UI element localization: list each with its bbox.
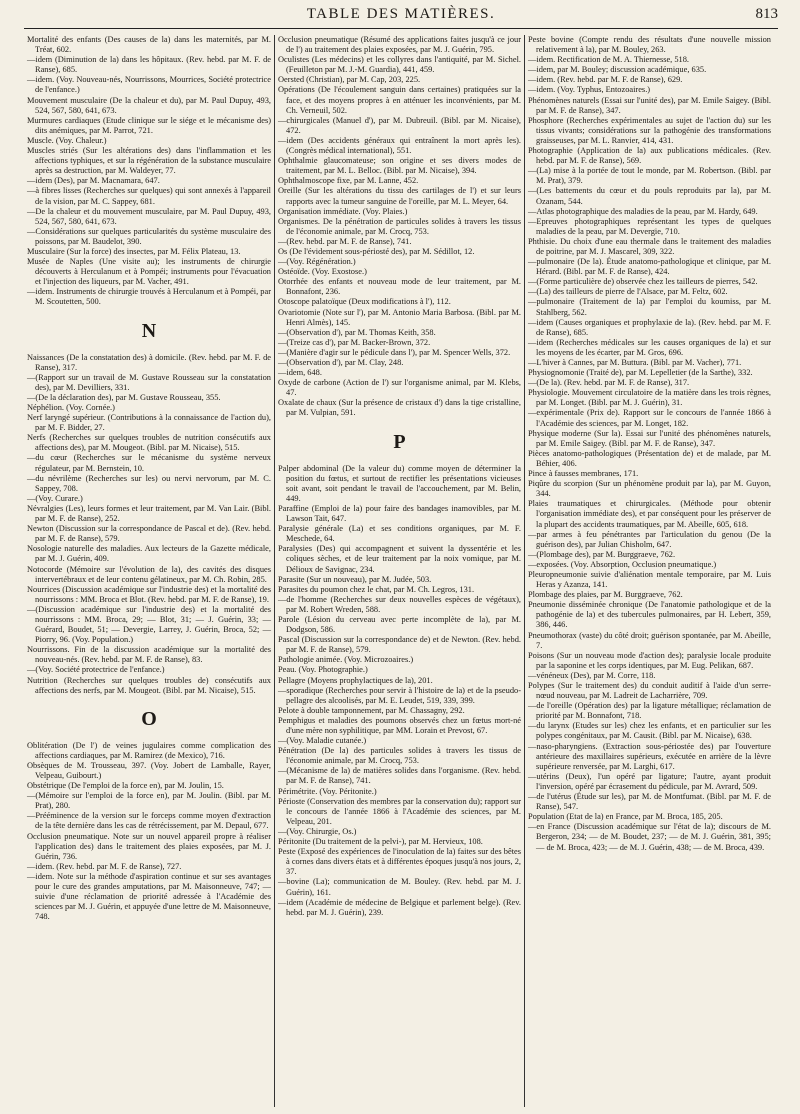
index-entry: Nerf laryngé supérieur. (Contributions à la connaissance de l'action du), par M. F. Bidder, 27.: [27, 413, 271, 433]
index-entry: —(Les battements du cœur et du pouls reproduits par la), par M. Ozanam, 544.: [528, 186, 771, 206]
index-column-left: [24, 35, 274, 1107]
index-entry: Pathologie animée. (Voy. Microzoaires.): [278, 655, 414, 665]
index-entry: —idem, 648.: [278, 368, 322, 378]
index-entry: Périoste (Conservation des membres par la conservation du); rapport sur le concours de l'année 1866 à l'Académie des sciences, par M. Velpeau, 201.: [278, 796, 521, 826]
index-entry: —utérins (Deux), l'un opéré par ligature; l'autre, ayant produit l'inversion, opéré par écrasement du pédicule, par M. Avrard, 509.: [528, 771, 771, 791]
index-entry: Musculaire (Sur la force) des insectes, par M. Félix Plateau, 13.: [27, 246, 241, 256]
index-entry: Murmures cardiaques (Etude clinique sur le siége et le mécanisme des) dits anémiques, par M. Parrot, 721.: [27, 115, 271, 135]
index-entry: Pellagre (Moyens prophylactiques de la), 201.: [278, 675, 433, 685]
index-entry: —L'hiver à Cannes, par M. Buttura. (Bibl. par M. Vacher), 771.: [528, 358, 742, 367]
index-entry: Peste (Exposé des expériences de l'inoculation de la) faites sur des bêtes à cornes dans divers états et à différentes époques jusqu'à nos jours, 2, 37.: [278, 847, 521, 877]
index-entry: Oblitération (De l') de veines jugulaires comme complication des affections cardiaques, par M. Ramirez (de Mexico), 716.: [27, 740, 271, 760]
index-entry: —de l'homme (Recherches sur deux nouvelles espèces de végétaux), par M. Robert Wreden, 588.: [278, 594, 521, 614]
index-entry: —du larynx (Etudes sur les) chez les enfants, et en particulier sur les polypes congénitaux, par M. Causit. (Bibl. par M. Nicaise), 638.: [528, 721, 771, 741]
index-entry: —(De la). (Rev. hebd. par M. F. de Ranse), 317.: [528, 378, 690, 388]
index-entry: —(Voy. Curare.): [27, 493, 83, 503]
index-entry: —expérimentale (Prix de). Rapport sur le concours de l'année 1866 à l'Académie des sciences, par M. Longet, 182.: [528, 408, 771, 428]
index-entry: —du cœur (Recherches sur le mécanisme du système nerveux régulateur, par M. Bernstein, 10.: [27, 453, 271, 473]
index-entry: Ostéoïde. (Voy. Exostose.): [278, 267, 367, 277]
index-entry: —(La) des tailleurs de pierre de l'Alsace, par M. Feltz, 602.: [528, 287, 728, 297]
index-entry: —(Observation d'), par M. Clay, 248.: [278, 358, 404, 367]
index-entry: Pièces anatomo-pathologiques (Présentation de) et de malade, par M. Béhier, 406.: [528, 448, 771, 468]
index-entry: Pemphigus et maladies des poumons observés chez un fœtus mort-né d'une mère non syphilitique, par MM. Lorain et Prevost, 67.: [278, 715, 521, 735]
index-entry: Population (Etat de la) en France, par M. Broca, 185, 205.: [528, 812, 723, 822]
index-entry: Musée de Naples (Une visite au); les instruments de chirurgie découverts à Herculanum et à Pompéi; instruments pour l'évacuation et l'injection des liqueurs, par M. Vacher, 491.: [27, 257, 271, 287]
index-entry: —de l'utérus (Étude sur les), par M. de Montfumat. (Bibl. par M. F. de Ranse), 547.: [528, 792, 771, 812]
index-entry: —exposées. (Voy. Absorption, Occlusion pneumatique.): [528, 559, 717, 569]
index-entry: —idem. (Rev. hebd. par M. F. de Ranse), 727.: [27, 861, 182, 871]
index-entry: —idem, par M. Bouley; discussion académique, 635.: [528, 65, 707, 75]
index-entry: —idem (Recherches médicales sur les causes organiques de la) et sur les moyens de les écarter, par M. Gros, 696.: [528, 337, 771, 357]
index-entry: Occlusion pneumatique (Résumé des applications faites jusqu'à ce jour de l') au traitement des plaies exposées, par M. J. Guérin, 795.: [278, 35, 521, 55]
index-entry: Peau. (Voy. Photographie.): [278, 665, 368, 675]
index-entry: —(De la déclaration des), par M. Gustave Rousseau, 355.: [27, 392, 221, 402]
index-entry: —en France (Discussion académique sur l'état de la); discours de M. Bergeron, 234; — de M. Boudet, 237; — de M. J. Guérin, 381, 395; — de M. Broca, 423; — de M. J. Guérin, 438; — de M. Broca, 439.: [528, 822, 771, 852]
index-entry: —(La) mise à la portée de tout le monde, par M. Robertson. (Bibl. par M. Prat), 379.: [528, 166, 771, 186]
index-entry: Nourrices (Discussion académique sur l'industrie des) et la mortalité des nourrissons : MM. Broca et Blot. (Rev. hebd. par M. F. de Ranse), 19.: [27, 584, 271, 604]
index-entry: Oersted (Christian), par M. Cap, 203, 225.: [278, 75, 421, 85]
index-entry: —Prééminence de la version sur le forceps comme moyen d'extraction de la tête dernière dans les cas de rétrécissement, par M. Depaul, 677.: [27, 811, 271, 831]
index-entry: Mouvement musculaire (De la chaleur et du), par M. Paul Dupuy, 493, 524, 567, 580, 641, 673.: [27, 95, 271, 115]
index-entry: —De la chaleur et du mouvement musculaire, par M. Paul Dupuy, 493, 524, 567, 580, 641, 673.: [27, 206, 271, 226]
index-entry: Muscles striés (Sur les altérations des) dans l'inflammation et les affections typhiques, et sur la régénération de la substance musculaire après sa destruction, par M. Waldeyer, 77.: [27, 146, 271, 176]
index-entry: —idem (Des), par M. Macnamara, 647.: [27, 176, 160, 186]
index-entry: Otoscope palatoïque (Deux modifications à l'), 112.: [278, 297, 451, 307]
page-title: TABLE DES MATIÈRES.: [306, 6, 496, 22]
index-entry: —Considérations sur quelques particularités du système musculaire des poissons, par M. Baudelot, 390.: [27, 226, 271, 246]
index-entry: Pascal (Discussion sur la correspondance de) et de Newton. (Rev. hebd. par M. F. de Ranse), 579.: [278, 635, 521, 655]
index-entry: Oculistes (Les médecins) et les collyres dans l'antiquité, par M. Sichel. (Feuilleton par M. J.-M. Guardia), 441, 459.: [278, 55, 521, 75]
index-entry: Paralysies (Des) qui accompagnent et suivent la dyssentérie et les coliques sèches, et de leur traitement par la noix vomique, par M. Délioux de Savignac, 234.: [278, 544, 521, 574]
index-entry: Pleuropneumonie suivie d'aliénation mentale temporaire, par M. Luis Heras y Azanza, 141.: [528, 569, 771, 590]
index-entry: Piqûre du scorpion (Sur un phénomène produit par la), par M. Guyon, 344.: [528, 479, 771, 499]
index-entry: —naso-pharyngiens. (Extraction sous-périostée des) par l'ouverture antérieure des maxillaires supérieurs, exécutée en arrière de la lèvre supérieure renversée, par M. Larghi, 617.: [528, 741, 771, 771]
index-entry: Ophthalmie glaucomateuse; son origine et ses divers modes de traitement, par M. L. Belloc. (Bibl. par M. Nicaise), 394.: [278, 156, 521, 176]
index-entry: Otorrhée des enfants et nouveau mode de leur traitement, par M. Bonnafont, 236.: [278, 277, 521, 297]
index-entry: Physiognomonie (Traité de), par M. Lepelletier (de la Sarthe), 332.: [528, 368, 753, 378]
page-number: 813: [755, 6, 778, 22]
index-entry: —Epreuves photographiques représentant les types de quelques maladies de la peau, par M. Devergie, 710.: [528, 216, 771, 236]
index-entry: —idem. (Voy. Typhus, Entozoaires.): [528, 85, 651, 95]
index-column-middle: [274, 35, 524, 1107]
index-entry: —idem. Rectification de M. A. Thiernesse, 518.: [528, 55, 690, 65]
page-header: [24, 6, 778, 29]
index-entry: Mortalité des enfants (Des causes de la) dans les maternités, par M. Tréat, 602.: [27, 35, 271, 55]
index-entry: Nutrition (Recherches sur quelques troubles de) consécutifs aux affections des nerfs, par M. Mougeot. (Bibl. par M. Nicaise), 515.: [27, 675, 271, 695]
index-entry: —sporadique (Recherches pour servir à l'histoire de la) et de la pseudo-pellagre des alcoolisés, par M. E. Leudet, 519, 339, 399.: [278, 685, 521, 705]
index-entry: Parole (Lésion du cerveau avec perte incomplète de la), par M. Dodgson, 586.: [278, 614, 521, 635]
index-entry: Photographie (Application de la) aux publications médicales. (Rev. hebd. par M. F. de Ranse), 569.: [528, 146, 771, 166]
index-entry: Physique moderne (Sur la). Essai sur l'unité des phénomènes naturels, par M. Emile Saigey. (Bibl. par M. F. de Ranse), 347.: [528, 428, 771, 448]
index-entry: —de l'oreille (Opération des) par la ligature métallique; réclamation de priorité par M. Bonnafont, 718.: [528, 701, 771, 721]
index-entry: Physiologie. Mouvement circulatoire de la matière dans les trois règnes, par M. Longet. (Bibl. par M. J. Guérin), 31.: [528, 388, 771, 408]
index-entry: —bovine (La); communication de M. Bouley. (Rev. hebd. par M. J. Guérin), 161.: [278, 877, 521, 897]
index-entry: Péritonite (Du traitement de la pelvi-), par M. Hervieux, 108.: [278, 837, 483, 847]
index-entry: Ophthalmoscope fixe, par M. Lanne, 452.: [278, 176, 419, 186]
index-entry: —(Forme particulière de) observée chez les tailleurs de pierres, 542.: [528, 277, 758, 287]
index-entry: —idem (Diminution de la) dans les hôpitaux. (Rev. hebd. par M. F. de Ranse), 685.: [27, 55, 271, 75]
index-entry: —idem. Instruments de chirurgie trouvés à Herculanum et à Pompéi, par M. Scoutetten, 500.: [27, 287, 271, 307]
index-entry: Nerfs (Recherches sur quelques troubles de nutrition consécutifs aux affections des), par M. Mougeot. (Bibl. par M. Nicaise), 515.: [27, 433, 271, 453]
index-entry: —Atlas photographique des maladies de la peau, par M. Hardy, 649.: [528, 206, 758, 216]
section-letter: N: [141, 319, 157, 342]
index-entry: Obstétrique (De l'emploi de la force en), par M. Joulin, 15.: [27, 781, 224, 791]
index-entry: Opérations (De l'écoulement sanguin dans certaines) pratiquées sur la face, et des moyens propres à en atténuer les inconvénients, par M. Ch. Verneuil, 502.: [278, 85, 521, 115]
index-entry: Paraffine (Emploi de la) pour faire des bandages inamovibles, par M. Lawson Tait, 647.: [278, 503, 521, 524]
index-entry: Oreille (Sur les altérations du tissu des cartilages de l') et sur leurs rapports avec la tumeur sanguine de l'oreille, par M. L. Meyer, 64.: [278, 186, 521, 206]
index-entry: Névralgies (Les), leurs formes et leur traitement, par M. Van Lair. (Bibl. par M. F. de Ranse), 252.: [27, 503, 271, 524]
index-entry: —idem. (Voy. Nouveau-nés, Nourrissons, Mourrices, Société protectrice de l'enfance.): [27, 75, 271, 95]
index-entry: Paralysie générale (La) et ses conditions organiques, par M. F. Meschede, 64.: [278, 524, 521, 544]
index-entry: Obsèques de M. Trousseau, 397. (Voy. Jobert de Lamballe, Rayer, Velpeau, Guibourt.): [27, 760, 271, 780]
index-entry: Nourrissons. Fin de la discussion académique sur la mortalité des nouveau-nés. (Rev. hebd. par M. F. de Ranse), 83.: [27, 645, 271, 665]
index-entry: —idem. (Rev. hebd. par M. F. de Ranse), 629.: [528, 75, 683, 85]
index-entry: —idem (Causes organiques et prophylaxie de la). (Rev. hebd. par M. F. de Ranse), 685.: [528, 317, 771, 337]
index-entry: Poisons (Sur un nouveau mode d'action des); paralysie locale produite par la saponine et les corps identiques, par M. Eug. Pelikan, 687.: [528, 650, 771, 670]
index-entry: Polypes (Sur le traitement des) du conduit auditif à l'aide d'un serre-nœud nouveau, par M. Ladreit de Lacharrière, 709.: [528, 681, 771, 701]
index-entry: Oxalate de chaux (Sur la présence de cristaux d') dans la tige cristalline, par M. Vulpian, 591.: [278, 398, 521, 418]
index-entry: Pelote à double tamponnement, par M. Chassagny, 292.: [278, 705, 465, 715]
index-columns: [24, 35, 778, 1107]
index-entry: —idem (Académie de médecine de Belgique et parlement belge). (Rev. hebd. par M. J. Guérin), 239.: [278, 897, 521, 917]
index-entry: —chirurgicales (Manuel d'), par M. Dubreuil. (Bibl. par M. Nicaise), 472.: [278, 115, 521, 135]
index-entry: —(Mémoire sur l'emploi de la force en), par M. Joulin. (Bibl. par M. Prat), 280.: [27, 791, 271, 811]
index-entry: Organismes. De la pénétration de particules solides à travers les tissus de l'économie animale, par M. Crocq, 753.: [278, 216, 521, 236]
index-entry: —(Observation d'), par M. Thomas Keith, 358.: [278, 327, 436, 337]
index-entry: Ovariotomie (Note sur l'), par M. Antonio Maria Barbosa. (Bibl. par M. Henri Almès), 145.: [278, 307, 521, 327]
index-entry: —(Voy. Régénération.): [278, 257, 356, 267]
index-entry: —idem (Des accidents généraux qui entraînent la mort après les). (Congrès médical international), 551.: [278, 135, 521, 156]
index-entry: Palper abdominal (De la valeur du) comme moyen de déterminer la position du fœtus, et surtout de rectifier les présentations vicieuses soit avant, soit pendant le travail de l'accouchement, par M. Belin, 449.: [278, 463, 521, 503]
index-entry: —pulmonaire (Traitement de la) par l'emploi du koumiss, par M. Stahlberg, 562.: [528, 297, 771, 317]
index-entry: Pneumonie disséminée chronique (De l'anatomie pathologique et de la pathogénie de la) et des tubercules pulmonaires, par H. Lebert, 359, 386, 446.: [528, 600, 771, 630]
index-entry: —par armes à feu pénétrantes par l'articulation du genou (De la guérison des), par Julian Chisholm, 647.: [528, 529, 771, 549]
index-entry: —(Voy. Société protectrice de l'enfance.): [27, 665, 165, 675]
index-entry: —(Voy. Chirurgie, Os.): [278, 826, 357, 836]
index-entry: —(Treize cas d'), par M. Backer-Brown, 372.: [278, 337, 431, 347]
index-entry: Parasite (Sur un nouveau), par M. Judée, 503.: [278, 574, 432, 584]
index-entry: —du névrilème (Recherches sur les) ou nervi nervorum, par M. C. Sappey, 708.: [27, 473, 271, 493]
index-entry: Néphélion. (Voy. Cornée.): [27, 403, 115, 412]
index-entry: Peste bovine (Compte rendu des résultats d'une nouvelle mission relativement à la), par M. Bouley, 263.: [528, 35, 771, 55]
index-entry: —(Rapport sur un travail de M. Gustave Rousseau sur la constatation des), par M. Devilliers, 331.: [27, 372, 271, 392]
index-entry: Occlusion pneumatique. Note sur un nouvel appareil propre à réaliser l'application des) dans le traitement des plaies exposées, par M. J. Guérin, 736.: [27, 831, 271, 861]
index-entry: —(Mécanisme de la) de matières solides dans l'organisme. (Rev. hebd. par M. F. de Ranse), 741.: [278, 766, 521, 786]
index-entry: Parasites du poumon chez le chat, par M. Ch. Legros, 131.: [278, 584, 475, 594]
index-entry: Plaies traumatiques et chirurgicales. (Méthode pour obtenir l'organisation immédiate des), et par conséquent pour les préserver de la plupart des accidents traumatiques, par M. Abeille, 605, 618.: [528, 499, 771, 529]
index-entry: —(Discussion académique sur l'industrie des) et la mortalité des nourrissons : MM. Broca, 29; — Blot, 31; — J. Guérin, 33; — Guérard, Boudet, 51; — Devergie, Larrey, J. Guérin, Broca, 52; — Piorry, 96. (Voy. Population.): [27, 604, 271, 645]
index-column-right: [524, 35, 774, 1107]
section-letter: P: [393, 430, 406, 453]
index-entry: Oxyde de carbone (Action de l') sur l'organisme animal, par M. Klebs, 47.: [278, 378, 521, 398]
index-entry: Muscle. (Voy. Chaleur.): [27, 135, 107, 145]
index-entry: Pénétration (De la) des particules solides à travers les tissus de l'économie animale, par M. Crocq, 753.: [278, 746, 521, 766]
index-entry: Notocorde (Mémoire sur l'évolution de la), des cavités des disques intervertébraux et de leur contenu gélatineux, par M. Ch. Robin, 285.: [27, 564, 271, 584]
index-entry: —pulmonaire (De la). Étude anatomo-pathologique et clinique, par M. Hérard. (Bibl. par M. F. de Ranse), 424.: [528, 257, 771, 277]
index-entry: Nosologie naturelle des maladies. Aux lecteurs de la Gazette médicale, par M. J. Guérin, 409.: [27, 544, 271, 564]
index-entry: Organisation immédiate. (Voy. Plaies.): [278, 206, 408, 216]
index-entry: Naissances (De la constatation des) à domicile. (Rev. hebd. par M. F. de Ranse), 317.: [27, 352, 271, 372]
index-entry: Pince à fausses membranes, 171.: [528, 469, 639, 479]
index-entry: Phénomènes naturels (Essai sur l'unité des), par M. Emile Saigey. (Bibl. par M. F. de Ranse), 347.: [528, 95, 771, 115]
index-entry: Phosphore (Recherches expérimentales au sujet de l'action du) sur les tissus vivants; considérations sur la pathogénie des transformations graisseuses, par M. L. Ranvier, 414, 431.: [528, 115, 771, 145]
index-entry: Os (De l'évidement sous-périosté des), par M. Sédillot, 12.: [278, 246, 475, 256]
index-entry: Plombage des plaies, par M. Burggraeve, 762.: [528, 590, 683, 600]
index-entry: —(Rev. hebd. par M. F. de Ranse), 741.: [278, 236, 412, 246]
index-entry: —idem. Note sur la méthode d'aspiration continue et sur ses avantages pour le cure des grandes amputations, par M. Maisonneuve, 747; — suivie d'une réclamation de priorité adressée à l'Académie des sciences par M. J. Guérin, et appuyée d'une lettre de M. Maisonneuve, 748.: [27, 871, 271, 922]
index-entry: Phthisie. Du choix d'une eau thermale dans le traitement des maladies de poitrine, par M. J. Mascarel, 309, 322.: [528, 236, 771, 256]
index-entry: Pneumothorax (vaste) du côté droit; guérison spontanée, par M. Abeille, 7.: [528, 630, 771, 650]
index-entry: Périmétrite. (Voy. Péritonite.): [278, 786, 377, 796]
index-entry: —(Plombage des), par M. Burggraeve, 762.: [528, 549, 676, 559]
index-entry: —vénéneux (Des), par M. Corre, 118.: [528, 670, 656, 680]
section-letter: O: [141, 707, 157, 730]
index-entry: —à fibres lisses (Recherches sur quelques) qui sont annexés à l'appareil de la vision, par M. C. Sappey, 681.: [27, 186, 271, 206]
index-entry: —(Manière d'agir sur le pédicule dans l'), par M. Spencer Wells, 372.: [278, 347, 511, 357]
index-entry: —(Voy. Maladie cutanée.): [278, 736, 367, 746]
index-entry: Newton (Discussion sur la correspondance de Pascal et de). (Rev. hebd. par M. F. de Ranse), 579.: [27, 524, 271, 544]
